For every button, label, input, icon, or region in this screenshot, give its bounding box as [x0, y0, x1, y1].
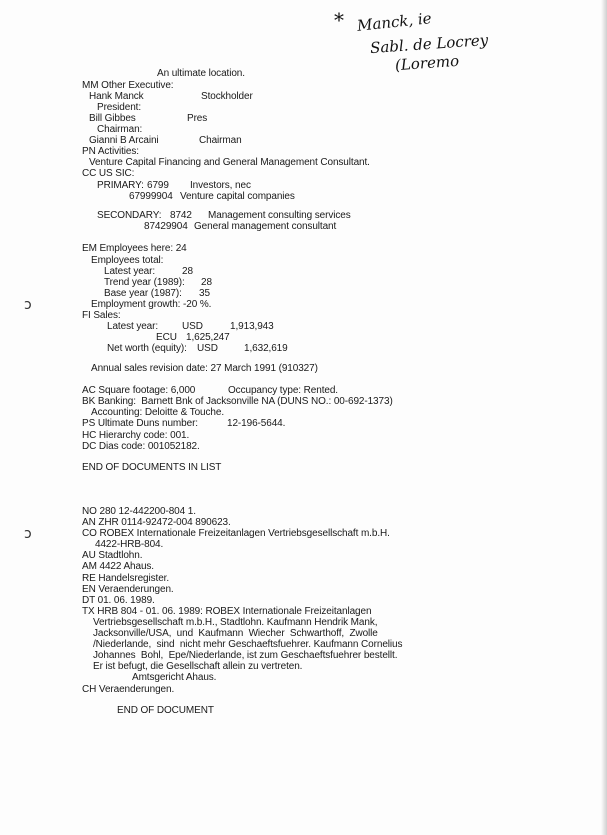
- handwritten-note-line-1: Manck, ie: [356, 9, 433, 35]
- employees-trend-value: 28: [201, 277, 212, 288]
- employees-base-label: Base year (1987):: [104, 288, 182, 299]
- text-line: Vertriebsgesellschaft m.b.H., Stadtlohn. Kaufmann Hendrik Mank,: [93, 617, 378, 628]
- ultimate-duns-value: 12-196-5644.: [227, 418, 286, 429]
- employees-total-label: Employees total:: [91, 255, 164, 266]
- sic-secondary-label: SECONDARY:: [97, 210, 162, 221]
- punch-hole-mark: ↄ: [24, 526, 32, 542]
- employees-label: EM Employees here: 24: [82, 243, 187, 254]
- accession-number: AN ZHR 0114-92472-004 890623.: [82, 517, 231, 528]
- executives-label: MM Other Executive:: [82, 80, 174, 91]
- end-of-document: END OF DOCUMENT: [117, 705, 214, 716]
- executive-name: Hank Manck: [89, 91, 144, 102]
- hierarchy-code: HC Hierarchy code: 001.: [82, 430, 190, 441]
- square-footage: AC Square footage: 6,000: [82, 385, 196, 396]
- activities-text: Venture Capital Financing and General Management Consultant.: [89, 157, 370, 168]
- page-edge-shadow: [601, 0, 607, 835]
- sic-primary-sub-code: 67999904: [129, 191, 173, 202]
- handwritten-star: *: [334, 8, 344, 32]
- executive-title: Pres: [187, 113, 208, 124]
- sic-secondary-sub-code: 87429904: [144, 221, 188, 232]
- text-line: Jacksonville/USA, und Kaufmann Wiecher Schwarthoff, Zwolle: [93, 628, 378, 639]
- dias-code: DC Dias code: 001052182.: [82, 441, 200, 452]
- employees-latest-label: Latest year:: [104, 266, 156, 277]
- accounting: Accounting: Deloitte & Touche.: [91, 407, 225, 418]
- sales-ecu-label: ECU: [156, 332, 177, 343]
- sales-revision-date: Annual sales revision date: 27 March 1991 (910327): [91, 363, 318, 374]
- sales-latest-label: Latest year:: [107, 321, 159, 332]
- register-type: RE Handelsregister.: [82, 573, 170, 584]
- employees-trend-label: Trend year (1989):: [104, 277, 185, 288]
- handwritten-note-line-2: Sabl. de Locrey: [369, 30, 489, 58]
- executive-name: Gianni B Arcaini: [89, 135, 159, 146]
- employees-growth: Employment growth: -20 %.: [91, 299, 212, 310]
- sic-primary-sub-desc: Venture capital companies: [180, 191, 295, 202]
- executive-title: President:: [97, 102, 142, 113]
- executive-name: Bill Gibbes: [89, 113, 136, 124]
- executive-title: Chairman: [199, 135, 242, 146]
- record-number: NO 280 12-442200-804 1.: [82, 506, 196, 517]
- tagline: An ultimate location.: [157, 68, 245, 79]
- sic-secondary-desc: Management consulting services: [208, 210, 351, 221]
- sic-primary-desc: Investors, nec: [190, 180, 251, 191]
- banking: BK Banking: Barnett Bnk of Jacksonville NA (DUNS NO.: 00-692-1373): [82, 396, 393, 407]
- sales-label: FI Sales:: [82, 310, 121, 321]
- activities-label: PN Activities:: [82, 146, 139, 157]
- end-of-documents-in-list: END OF DOCUMENTS IN LIST: [82, 462, 222, 473]
- sic-primary-code: 6799: [147, 180, 169, 191]
- court-name: Amtsgericht Ahaus.: [132, 672, 217, 683]
- location-au: AU Stadtlohn.: [82, 550, 143, 561]
- company-register-code: 4422-HRB-804.: [95, 539, 164, 550]
- sic-primary-label: PRIMARY:: [97, 180, 144, 191]
- sic-secondary-code: 8742: [170, 210, 192, 221]
- executive-title: Stockholder: [201, 91, 253, 102]
- change-type: CH Veraenderungen.: [82, 684, 175, 695]
- sales-networth-value: 1,632,619: [244, 343, 288, 354]
- entry-date: DT 01. 06. 1989.: [82, 595, 155, 606]
- location-am: AM 4422 Ahaus.: [82, 561, 154, 572]
- executive-title: Chairman:: [97, 124, 143, 135]
- sales-usd-value: 1,913,943: [230, 321, 274, 332]
- company-name: CO ROBEX Internationale Freizeitanlagen Vertriebsgesellschaft m.b.H.: [82, 528, 390, 539]
- text-line: Johannes Bohl, Epe/Niederlande, ist zum Geschaeftsfuehrer bestellt.: [93, 650, 398, 661]
- sic-secondary-sub-desc: General management consultant: [194, 221, 337, 232]
- employees-latest-value: 28: [182, 266, 193, 277]
- sales-networth-label: Net worth (equity):: [107, 343, 187, 354]
- sales-networth-currency: USD: [197, 343, 218, 354]
- ultimate-duns-label: PS Ultimate Duns number:: [82, 418, 198, 429]
- sic-label: CC US SIC:: [82, 168, 135, 179]
- sales-ecu-value: 1,625,247: [186, 332, 230, 343]
- occupancy-type: Occupancy type: Rented.: [228, 385, 338, 396]
- text-line: /Niederlande, sind nicht mehr Geschaeftsfuehrer. Kaufmann Cornelius: [93, 639, 403, 650]
- sales-usd-label: USD: [182, 321, 203, 332]
- text-line: Er ist befugt, die Gesellschaft allein zu vertreten.: [93, 661, 303, 672]
- handwritten-note-line-3: (Loremo: [394, 51, 460, 75]
- text-line: TX HRB 804 - 01. 06. 1989: ROBEX Internationale Freizeitanlagen: [82, 606, 372, 617]
- employees-base-value: 35: [199, 288, 210, 299]
- entry-type: EN Veraenderungen.: [82, 584, 174, 595]
- punch-hole-mark: ↄ: [24, 297, 32, 313]
